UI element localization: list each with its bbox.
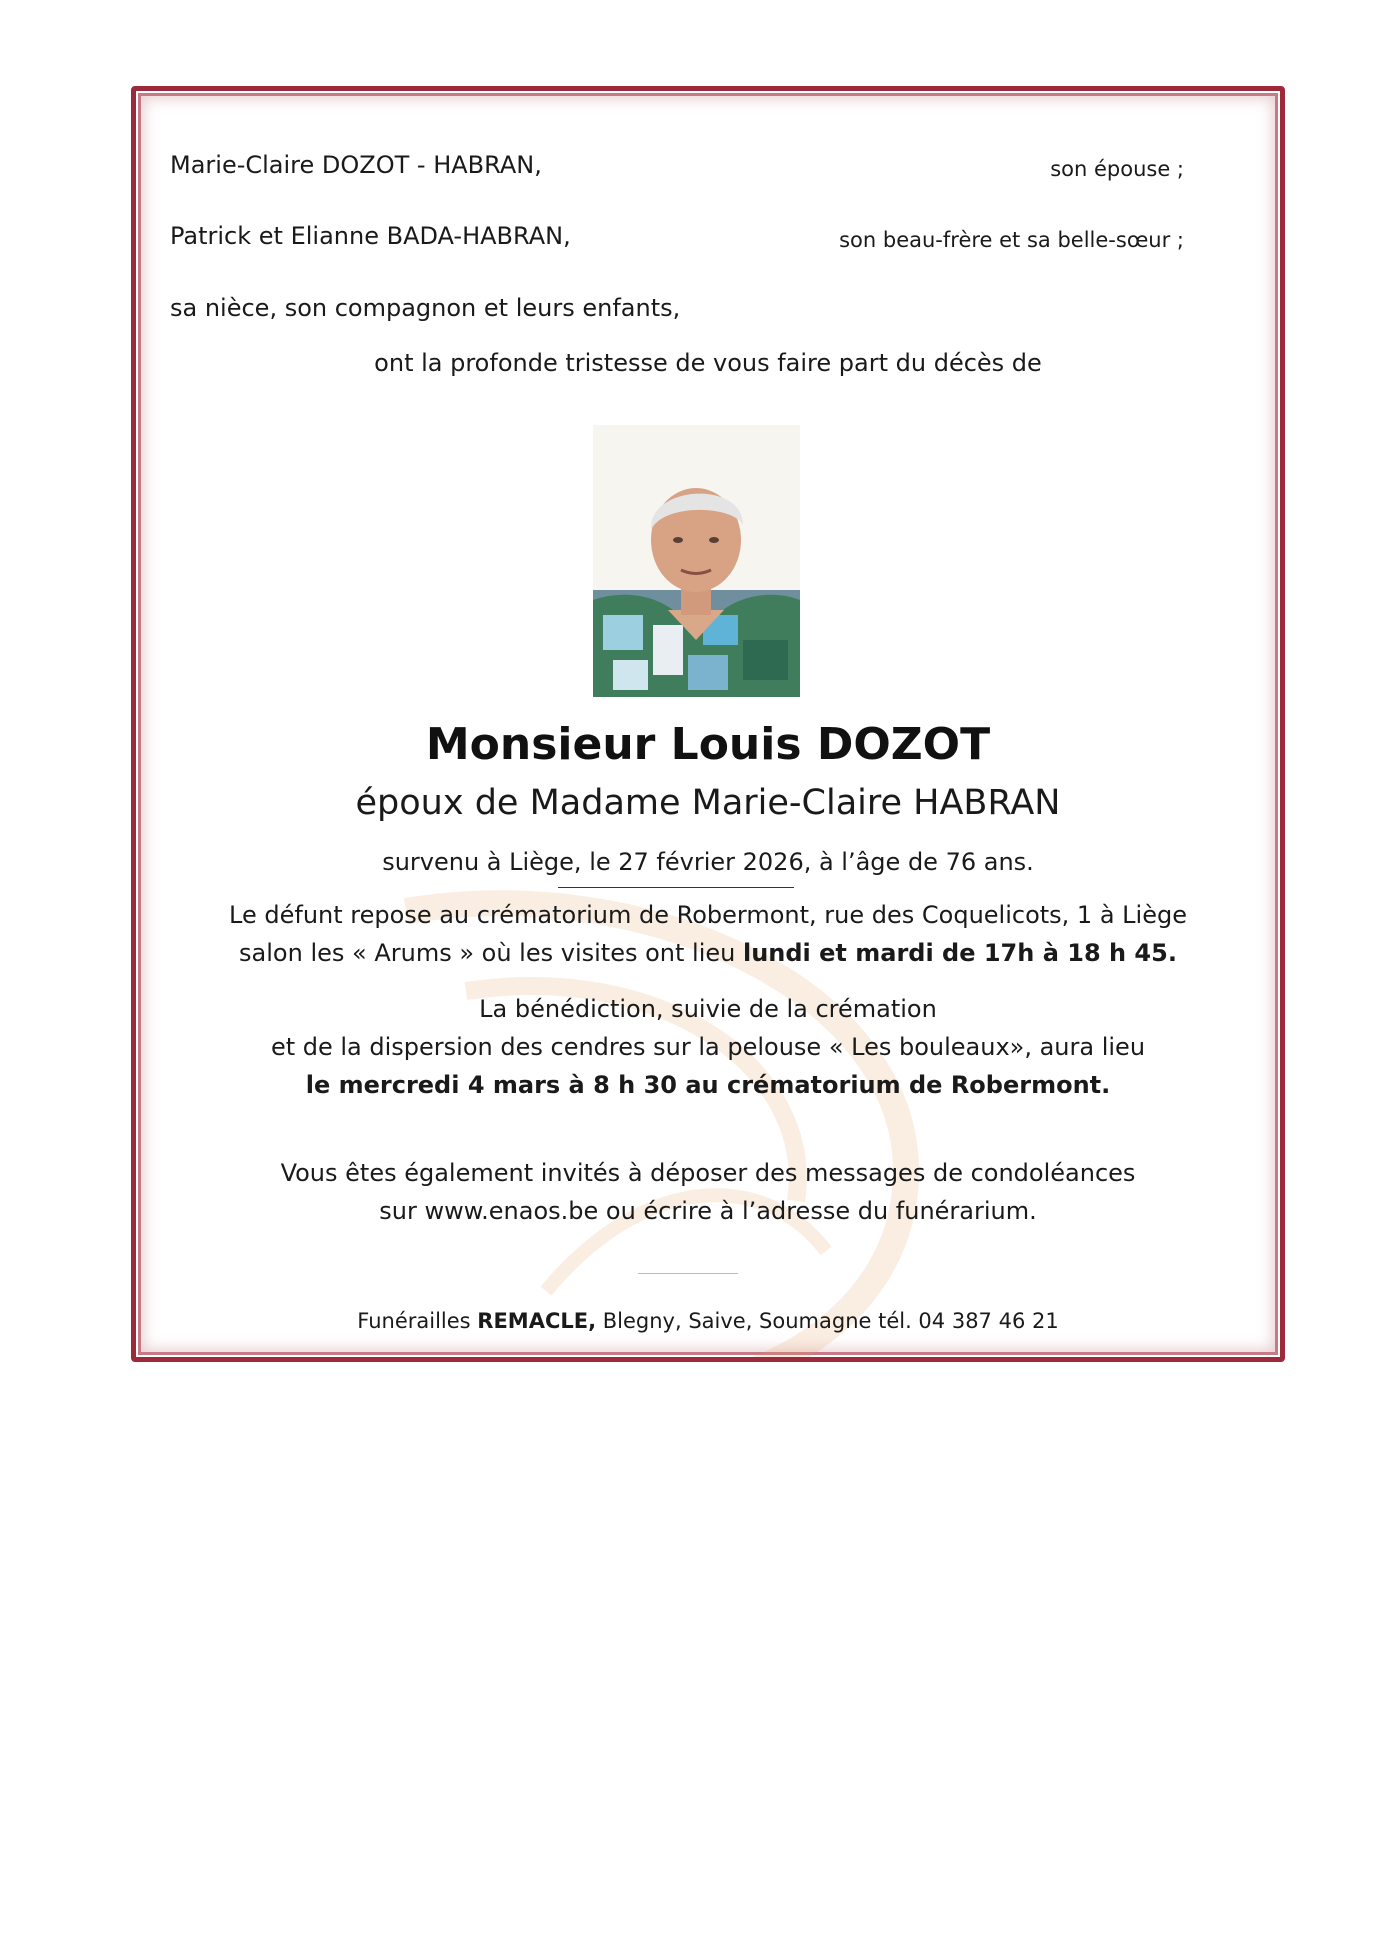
visitation-line-1: Le défunt repose au crématorium de Robermont, rue des Coquelicots, 1 à Liège bbox=[229, 901, 1187, 929]
footer-contact: Blegny, Saive, Soumagne tél. 04 387 46 21 bbox=[596, 1309, 1059, 1333]
ceremony-line-1: La bénédiction, suivie de la crémation bbox=[479, 995, 937, 1023]
deceased-name: Monsieur Louis DOZOT bbox=[425, 719, 991, 770]
family-member-2-name: Patrick et Elianne BADA-HABRAN, bbox=[170, 222, 571, 250]
condolences-line-2: sur www.enaos.be ou écrire à l’adresse du funérarium. bbox=[379, 1197, 1037, 1225]
funeral-home-brand: REMACLE, bbox=[477, 1309, 597, 1333]
condolences-line-1: Vous êtes également invités à déposer des messages de condoléances bbox=[280, 1159, 1136, 1187]
visitation-line-2 bbox=[136, 934, 1280, 972]
visitation-line-2-plain: salon les « Arums » où les visites ont lieu bbox=[239, 939, 743, 967]
deceased-photo bbox=[593, 425, 800, 697]
footer-rule bbox=[638, 1273, 738, 1274]
separator-rule bbox=[558, 887, 794, 888]
family-member-2-relation: son beau-frère et sa belle-sœur ; bbox=[839, 228, 1184, 252]
ceremony-date: le mercredi 4 mars à 8 h 30 au crématorium de Robermont. bbox=[305, 1071, 1111, 1099]
visitation-hours: lundi et mardi de 17h à 18 h 45. bbox=[742, 939, 1177, 967]
announcement-line: ont la profonde tristesse de vous faire part du décès de bbox=[374, 349, 1042, 377]
deceased-spouse-line: époux de Madame Marie-Claire HABRAN bbox=[355, 783, 1061, 823]
family-member-1-relation: son épouse ; bbox=[1050, 157, 1184, 181]
funeral-home-footer bbox=[136, 1309, 1280, 1333]
niece-line: sa nièce, son compagnon et leurs enfants, bbox=[170, 294, 681, 322]
footer-prefix: Funérailles bbox=[357, 1309, 478, 1333]
death-line: survenu à Liège, le 27 février 2026, à l’âge de 76 ans. bbox=[382, 848, 1034, 876]
obituary-frame bbox=[131, 86, 1285, 1362]
family-member-1-name: Marie-Claire DOZOT - HABRAN, bbox=[170, 151, 542, 179]
ceremony-line-3 bbox=[136, 1066, 1280, 1104]
ceremony-line-2: et de la dispersion des cendres sur la pelouse « Les bouleaux», aura lieu bbox=[270, 1033, 1146, 1061]
